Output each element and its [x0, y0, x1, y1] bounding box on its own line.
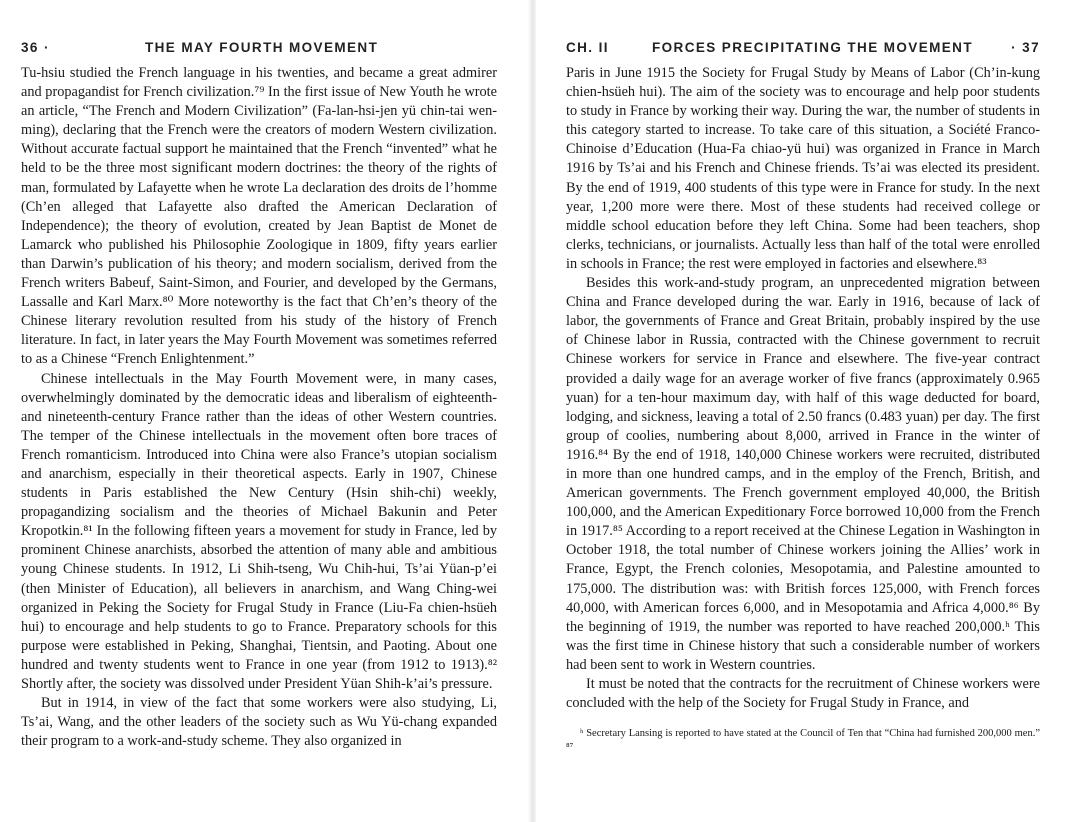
- left-page-body: [21, 64, 497, 751]
- left-page: [21, 36, 497, 751]
- right-page: [566, 36, 1040, 755]
- left-paragraph-3: But in 1914, in view of the fact that some workers were also studying, Li, Ts’ai, Wang, and the other leaders of the society such as Wu Yü-chang expanded their program to a work-and-study scheme. They also organized in: [21, 695, 497, 750]
- right-paragraph-3: It must be noted that the contracts for the recruitment of Chinese workers were concluded with the help of the Society for Frugal Study in France, and: [566, 676, 1040, 712]
- left-page-number: 36 ·: [21, 39, 50, 55]
- footnote: ʰ Secretary Lansing is reported to have stated at the Council of Ten that “China had furnished 200,000 men.” ⁸⁷: [566, 728, 1040, 754]
- left-page-header: [21, 36, 497, 58]
- right-running-head: FORCES PRECIPITATING THE MOVEMENT: [652, 39, 973, 55]
- left-running-head: THE MAY FOURTH MOVEMENT: [145, 39, 379, 55]
- left-paragraph-2: Chinese intellectuals in the May Fourth Movement were, in many cases, overwhelmingly dominated by the democratic ideas and liberalism of eighteenth- and nineteenth-century France rather than the ideas of other Western countries. The temper of the Chinese intellectuals in the movement often bore traces of French romanticism. Introduced into China were also France’s utopian socialism and anarchism, especially in their theoretical aspects. Early in 1907, Chinese students in Paris established the New Century (Hsin shih-chi) weekly, propagandizing socialism and the theories of Michael Bakunin and Peter Kropotkin.⁸¹ In the following fifteen years a movement for study in France, led by prominent Chinese anarchists, absorbed the attention of many able and ambitious young Chinese students. In 1912, Li Shih-tseng, Wu Chih-hui, Ts’ai Yüan-p’ei (then Minister of Education), all believers in anarchism, and Wang Ching-wei organized in Peking the Society for Frugal Study in France (Liu-Fa chien-hsüeh hui) to encourage and help students to go to France. Preparatory schools for this purpose were established in Peking, Shanghai, Tientsin, and Paoting. About one hundred and twenty students went to France in one year (from 1912 to 1913).⁸² Shortly after, the society was dissolved under President Yüan Shih-k’ai’s pressure.: [21, 370, 497, 692]
- right-paragraph-2: Besides this work-and-study program, an unprecedented migration between China and France developed during the war. Early in 1916, because of lack of labor, the governments of France and Great Britain, probably inspired by the use of Chinese labor in Russia, contracted with the Chinese government to recruit Chinese workers for service in France and elsewhere. The five-year contract provided a daily wage for an average worker of five francs (approximately 0.965 yuan) for a ten-hour maximum day, with half of this wage deducted for board, lodging, and sickness, leaving a total of 2.50 francs (0.483 yuan) per day. The first group of coolies, numbering about 8,000, arrived in France in the winter of 1916.⁸⁴ By the end of 1918, 140,000 Chinese workers were recruited, distributed in more than one hundred camps, and in the employ of the French, British, and American governments. The French government employed 40,000, the British 100,000, and the American Expeditionary Force borrowed 10,000 from the French in 1917.⁸⁵ According to a report received at the Chinese Legation in Washington in October 1918, the total number of Chinese workers joining the Allies’ work in France, Egypt, the French colonies, Mesopotamia, and Palestine amounted to 175,000. The distribution was: with British forces 125,000, with French forces 40,000, with American forces 6,000, and in Mesopotamia and Africa 4,000.⁸⁶ By the beginning of 1919, the number was reported to have reached 200,000.ʰ This was the first time in Chinese history that such a considerable number of workers had been sent to work in Western countries.: [566, 275, 1040, 673]
- right-chapter-label: CH. II: [566, 39, 609, 55]
- right-page-body: [566, 64, 1040, 755]
- right-page-number: · 37: [1011, 39, 1040, 55]
- book-gutter: [528, 0, 536, 822]
- right-page-header: [566, 36, 1040, 58]
- right-paragraph-1: Paris in June 1915 the Society for Frugal Study by Means of Labor (Ch’in-kung chien-hsüeh hui). The aim of the society was to encourage and help poor students to study in France by working their way. During the war, the number of students in this category started to increase. To take care of this situation, a Société Franco-Chinoise d’Education (Hua-Fa chiao-yü hui) was organized in France in March 1916 by Ts’ai and his French and Chinese friends. Ts’ai was elected its president. By the end of 1919, 400 students of this type were in France for study. In the next year, 1,200 more were there. Most of these students had received college or middle school education before they left China. Some had been teachers, shop clerks, technicians, or journalists. Actually less than half of the total were enrolled in schools in France; the rest were employed in factories and elsewhere.⁸³: [566, 65, 1040, 272]
- left-paragraph-1: Tu-hsiu studied the French language in his twenties, and became a great admirer and propagandist for French civilization.⁷⁹ In the first issue of New Youth he wrote an article, “The French and Modern Civilization” (Fa-lan-hsi-jen yü chin-tai wen-ming), declaring that the French were the creators of modern Western civilization. Without accurate factual support he maintained that the French “invented” what he held to be the three most significant modern doctrines: the theory of the rights of man, formulated by Lafayette when he wrote La declaration des droits de l’homme (Ch’en alleged that Lafayette also drafted the American Declaration of Independence); the theory of evolution, created by Jean Baptist de Monet de Lamarck who published his Philosophie Zoologique in 1809, fifty years earlier than Darwin’s publication of his theory; and modern socialism, derived from the French writers Babeuf, Saint-Simon, and Fourier, and developed by the Germans, Lassalle and Karl Marx.⁸⁰ More noteworthy is the fact that Ch’en’s theory of the Chinese literary revolution resulted from his study of the history of French literature. In fact, in later years the May Fourth Movement was sometimes referred to as a Chinese “French Enlightenment.”: [21, 65, 497, 368]
